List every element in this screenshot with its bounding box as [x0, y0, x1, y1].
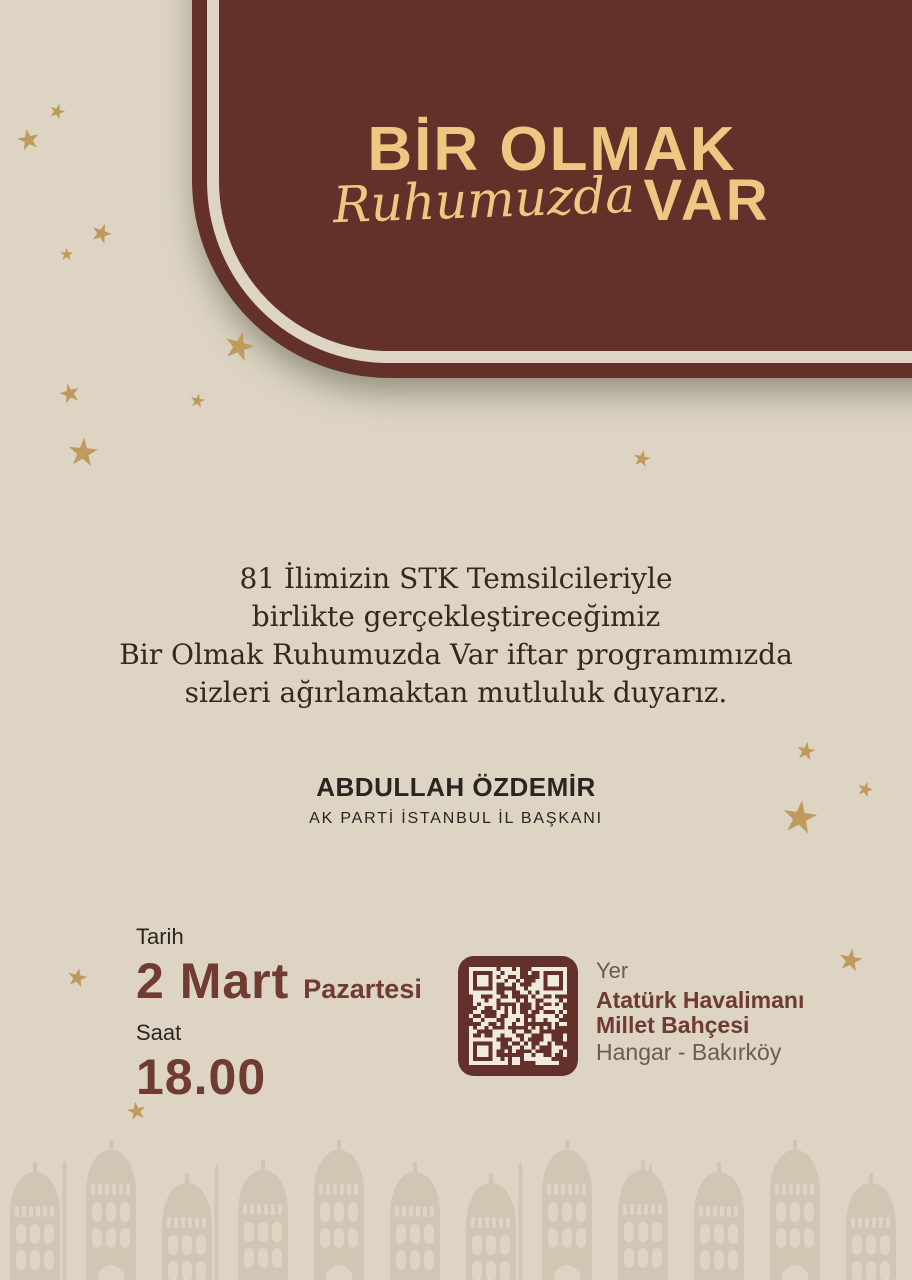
venue-line3: Hangar - Bakırköy	[596, 1039, 782, 1065]
time-value: 18.00	[136, 1049, 267, 1105]
title-line2	[192, 165, 912, 235]
venue-block	[596, 958, 804, 1065]
title-var: VAR	[643, 168, 771, 234]
title-line1: BİR OLMAK	[367, 115, 737, 184]
date-value: 2 Mart	[136, 953, 290, 1009]
message-line: birlikte gerçekleştireceğimiz	[251, 600, 661, 633]
star-icon	[59, 246, 74, 263]
venue-line2: Millet Bahçesi	[596, 1012, 750, 1038]
qr-code	[458, 956, 578, 1076]
day-value: Pazartesi	[303, 974, 422, 1004]
star-icon	[793, 738, 818, 765]
star-icon	[86, 217, 117, 249]
date-row	[136, 952, 422, 1010]
host-name: ABDULLAH ÖZDEMİR	[316, 772, 596, 802]
host-block	[0, 772, 912, 828]
star-icon	[13, 124, 43, 157]
star-icon	[45, 100, 68, 125]
star-icon	[218, 324, 261, 370]
date-label: Tarih	[136, 924, 184, 949]
message-line: 81 İlimizin STK Temsilcileriyle	[239, 562, 673, 595]
star-icon	[64, 964, 91, 993]
message-line: Bir Olmak Ruhumuzda Var iftar programımızda	[119, 638, 793, 671]
mosque-skyline	[0, 1130, 912, 1280]
venue-line1: Atatürk Havalimanı	[596, 987, 805, 1013]
star-icon	[187, 391, 207, 413]
time-label: Saat	[136, 1020, 182, 1045]
qr-code-pattern	[469, 967, 567, 1065]
star-icon	[630, 446, 654, 472]
star-icon	[835, 944, 867, 978]
invitation-message	[0, 560, 912, 712]
star-icon	[55, 377, 84, 408]
star-icon	[64, 433, 101, 474]
host-role: AK PARTİ İSTANBUL İL BAŞKANI	[309, 810, 603, 827]
star-icon	[777, 793, 822, 842]
title-script: Ruhumuzda	[332, 165, 637, 235]
schedule-block	[136, 924, 422, 1106]
message-line: sizleri ağırlamaktan mutluluk duyarız.	[184, 676, 728, 709]
star-icon	[124, 1098, 149, 1125]
venue-label: Yer	[596, 958, 629, 983]
